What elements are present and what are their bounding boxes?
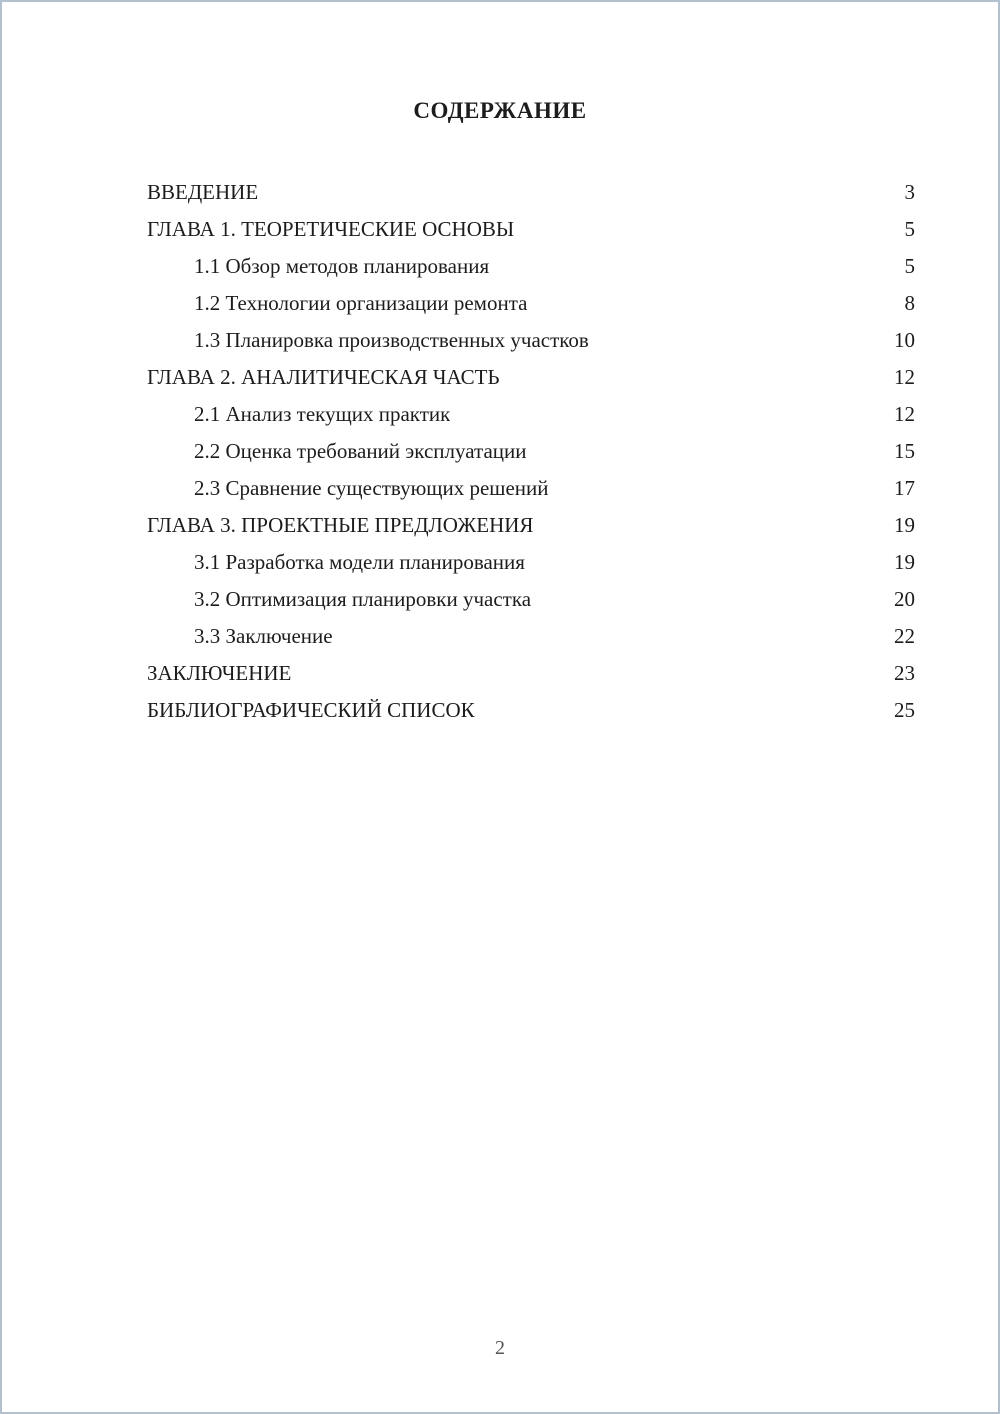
toc-entry bbox=[147, 618, 915, 655]
toc-entry-label: ВВЕДЕНИЕ bbox=[147, 180, 259, 204]
toc-entry bbox=[147, 470, 915, 507]
toc-entry-page: 3 bbox=[904, 180, 915, 204]
toc-entry bbox=[147, 433, 915, 470]
toc-entry-page: 20 bbox=[894, 587, 915, 611]
toc-entry bbox=[147, 544, 915, 581]
toc-entry bbox=[147, 507, 915, 544]
toc-entry-page: 17 bbox=[894, 476, 915, 500]
toc-list bbox=[2, 174, 998, 729]
toc-entry-label: ГЛАВА 2. АНАЛИТИЧЕСКАЯ ЧАСТЬ bbox=[147, 365, 500, 389]
toc-entry-label: 2.2 Оценка требований эксплуатации bbox=[194, 439, 527, 463]
toc-entry-page: 23 bbox=[894, 661, 915, 685]
toc-entry-page: 5 bbox=[904, 254, 915, 278]
toc-entry-page: 12 bbox=[894, 402, 915, 426]
toc-entry-label: ГЛАВА 1. ТЕОРЕТИЧЕСКИЕ ОСНОВЫ bbox=[147, 217, 515, 241]
toc-entry bbox=[147, 581, 915, 618]
toc-entry-label: 3.3 Заключение bbox=[194, 624, 333, 648]
toc-entry-page: 12 bbox=[894, 365, 915, 389]
toc-entry-page: 19 bbox=[894, 550, 915, 574]
toc-entry bbox=[147, 322, 915, 359]
toc-entry-label: 1.1 Обзор методов планирования bbox=[194, 254, 490, 278]
toc-entry bbox=[147, 174, 915, 211]
toc-entry bbox=[147, 692, 915, 729]
toc-entry bbox=[147, 396, 915, 433]
toc-entry bbox=[147, 655, 915, 692]
toc-entry-label: 2.1 Анализ текущих практик bbox=[194, 402, 451, 426]
toc-entry-page: 15 bbox=[894, 439, 915, 463]
toc-entry-label: 3.1 Разработка модели планирования bbox=[194, 550, 525, 574]
toc-entry-page: 5 bbox=[904, 217, 915, 241]
toc-entry bbox=[147, 285, 915, 322]
toc-entry bbox=[147, 359, 915, 396]
toc-entry-label: 1.2 Технологии организации ремонта bbox=[194, 291, 528, 315]
toc-entry-label: 1.3 Планировка производственных участков bbox=[194, 328, 589, 352]
toc-title: СОДЕРЖАНИЕ bbox=[413, 98, 587, 123]
toc-entry-label: ЗАКЛЮЧЕНИЕ bbox=[147, 661, 292, 685]
toc-entry bbox=[147, 211, 915, 248]
toc-entry-page: 10 bbox=[894, 328, 915, 352]
toc-entry-page: 22 bbox=[894, 624, 915, 648]
toc-entry-page: 19 bbox=[894, 513, 915, 537]
page-number: 2 bbox=[495, 1337, 505, 1359]
toc-entry-label: БИБЛИОГРАФИЧЕСКИЙ СПИСОК bbox=[147, 698, 475, 722]
toc-entry-page: 8 bbox=[904, 291, 915, 315]
toc-entry bbox=[147, 248, 915, 285]
toc-entry-label: ГЛАВА 3. ПРОЕКТНЫЕ ПРЕДЛОЖЕНИЯ bbox=[147, 513, 534, 537]
toc-entry-label: 2.3 Сравнение существующих решений bbox=[194, 476, 549, 500]
toc-entry-label: 3.2 Оптимизация планировки участка bbox=[194, 587, 532, 611]
toc-entry-page: 25 bbox=[894, 698, 915, 722]
